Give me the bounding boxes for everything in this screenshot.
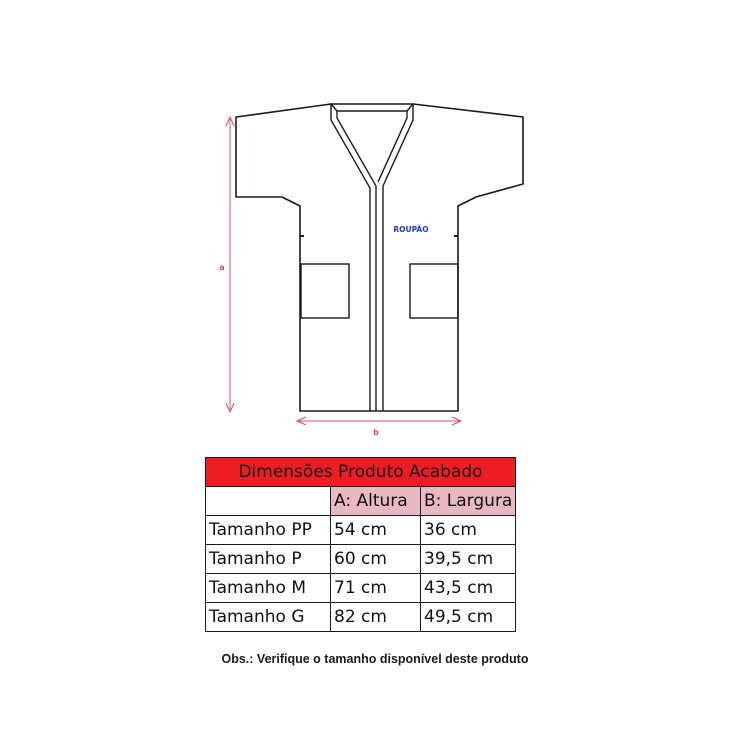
size-table <box>205 457 516 632</box>
size-cell: Tamanho M <box>206 574 331 603</box>
largura-cell: 49,5 cm <box>421 603 516 632</box>
table-title-row <box>206 458 516 487</box>
altura-cell: 54 cm <box>331 516 421 545</box>
dimension-a-label: a <box>219 263 225 272</box>
left-lapel <box>331 104 376 411</box>
header-altura: A: Altura <box>331 487 421 516</box>
table-header-row <box>206 487 516 516</box>
right-lapel <box>378 104 413 411</box>
altura-cell: 82 cm <box>331 603 421 632</box>
robe-outline <box>236 104 523 411</box>
table-row <box>206 516 516 545</box>
altura-cell: 60 cm <box>331 545 421 574</box>
size-cell: Tamanho P <box>206 545 331 574</box>
largura-cell: 36 cm <box>421 516 516 545</box>
header-empty-cell <box>206 487 331 516</box>
table-row <box>206 574 516 603</box>
table-title: Dimensões Produto Acabado <box>206 458 516 487</box>
size-cell: Tamanho G <box>206 603 331 632</box>
size-cell: Tamanho PP <box>206 516 331 545</box>
table-row <box>206 545 516 574</box>
left-pocket <box>301 264 349 318</box>
altura-cell: 71 cm <box>331 574 421 603</box>
header-largura: B: Largura <box>421 487 516 516</box>
table-row <box>206 603 516 632</box>
robe-collar <box>331 104 413 111</box>
dimension-b-label: b <box>373 428 379 437</box>
right-pocket <box>410 264 458 318</box>
availability-note: Obs.: Verifique o tamanho disponível deste produto <box>221 652 529 666</box>
largura-cell: 43,5 cm <box>421 574 516 603</box>
largura-cell: 39,5 cm <box>421 545 516 574</box>
robe-logo: ROUPÃO <box>393 225 429 234</box>
